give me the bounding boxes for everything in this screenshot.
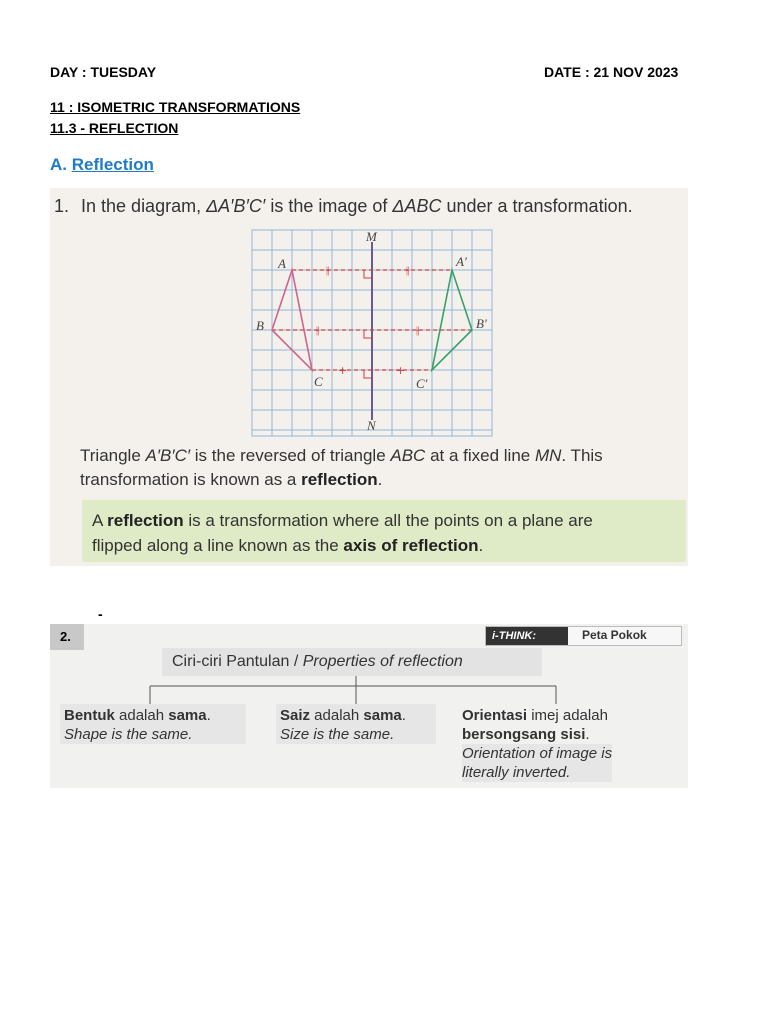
q1-intro-post: under a transformation. [441,196,633,216]
branch-size-en-d: . [390,726,395,743]
section-a-heading [50,155,154,175]
question-2-number: 2. [50,624,84,650]
label-b-prime: B′ [476,316,487,331]
orientation-l2-end: . [585,726,590,743]
branch-shape-ms-bold2: sama [168,707,207,724]
date-label: DATE : 21 NOV 2023 [544,64,679,80]
q1-object-label: ΔABC [392,196,442,216]
explanation-text [80,444,690,492]
definition-text [92,508,593,558]
q1-intro-pre: In the diagram, [81,196,207,216]
explain-image: A′B′C′ [145,446,191,465]
branch-shape-en-c: same [151,726,189,743]
reflection-diagram [250,228,494,440]
tick-a-left: ⫲ [326,264,330,277]
orientation-l2-bold: bersongsang sisi [462,726,586,743]
ithink-map-name: Peta Pokok [582,628,647,642]
def-p1: A [92,511,108,530]
branch-shape-en-a: Shape [64,726,108,743]
orientation-en [462,744,612,782]
chapter-title: 11 : ISOMETRIC TRANSFORMATIONS [50,99,301,115]
branch-shape-en-d: . [188,726,193,743]
ithink-tag: i-THINK: [486,627,568,645]
orientation-l3: Orientation of image is [462,745,613,762]
explain-5: transformation is known as a [80,470,302,489]
label-n: N [367,418,376,433]
def-p3: flipped along a line known as the [92,536,344,555]
section-title: Reflection [71,155,154,174]
def-term: reflection [107,511,184,530]
ithink-banner [485,626,682,646]
branch-shape-ms-bold: Bentuk [64,707,115,724]
explain-2: is the reversed of triangle [190,446,391,465]
section-letter: A. [50,155,67,174]
branch-size-en-b: is the [309,726,354,743]
explain-term: reflection [301,470,378,489]
branch-shape-ms-end: . [206,707,211,724]
branch-shape [60,704,246,744]
title-en: Properties of reflection [302,653,463,670]
day-label: DAY : TUESDAY [50,64,157,80]
tree-map-connectors [50,676,688,706]
explain-line: MN [534,446,562,465]
label-c: C [314,374,323,389]
orientation-l4: literally inverted. [462,764,571,781]
tick-c-right: + [396,364,406,377]
branch-size-ms-bold2: sama [363,707,402,724]
dash-mark: - [98,606,103,622]
branch-size-ms-end: . [401,707,406,724]
q1-intro-mid: is the image of [265,196,393,216]
orientation-l1-bold: Orientasi [462,707,528,724]
question-number: 1. [54,196,70,216]
textbook-photo-properties [50,624,688,788]
branch-size-en-c: same [353,726,391,743]
branch-shape-ms-rest: adalah [114,707,169,724]
orientation-l1-rest: imej adalah [527,707,608,724]
textbook-photo-reflection [50,188,688,566]
branch-orientation [462,706,682,782]
branch-size-en-a: Size [280,726,310,743]
label-a-prime: A′ [456,254,467,269]
tick-c-left: + [338,364,348,377]
definition-box [82,500,686,562]
branch-size [276,704,436,744]
label-c-prime: C′ [416,376,428,391]
label-a: A [278,256,286,271]
branch-size-ms-bold: Saiz [280,707,311,724]
subchapter-title: 11.3 - REFLECTION [50,120,179,136]
def-p4: . [478,536,484,555]
question-1-text [54,196,633,217]
tick-b-right: ⫲ [416,324,420,337]
label-m: M [366,229,377,244]
tick-a-right: ⫲ [406,264,410,277]
q1-image-label: ΔA′B′C′ [206,196,266,216]
explain-6: . [377,470,383,489]
label-b: B [256,318,264,333]
tick-b-left: ⫲ [316,324,320,337]
def-p2: is a transformation where all the points on a plane are [183,511,593,530]
branch-size-ms-rest: adalah [310,707,364,724]
def-axis: axis of reflection [343,536,479,555]
right-angle-marks [364,270,372,378]
tree-map-title [162,648,542,676]
explain-3: at a fixed line [425,446,535,465]
title-ms: Ciri-ciri Pantulan / [172,653,303,670]
explain-object: ABC [390,446,426,465]
explain-1: Triangle [80,446,146,465]
branch-shape-en-b: is the [107,726,152,743]
explain-4: . This [561,446,603,465]
